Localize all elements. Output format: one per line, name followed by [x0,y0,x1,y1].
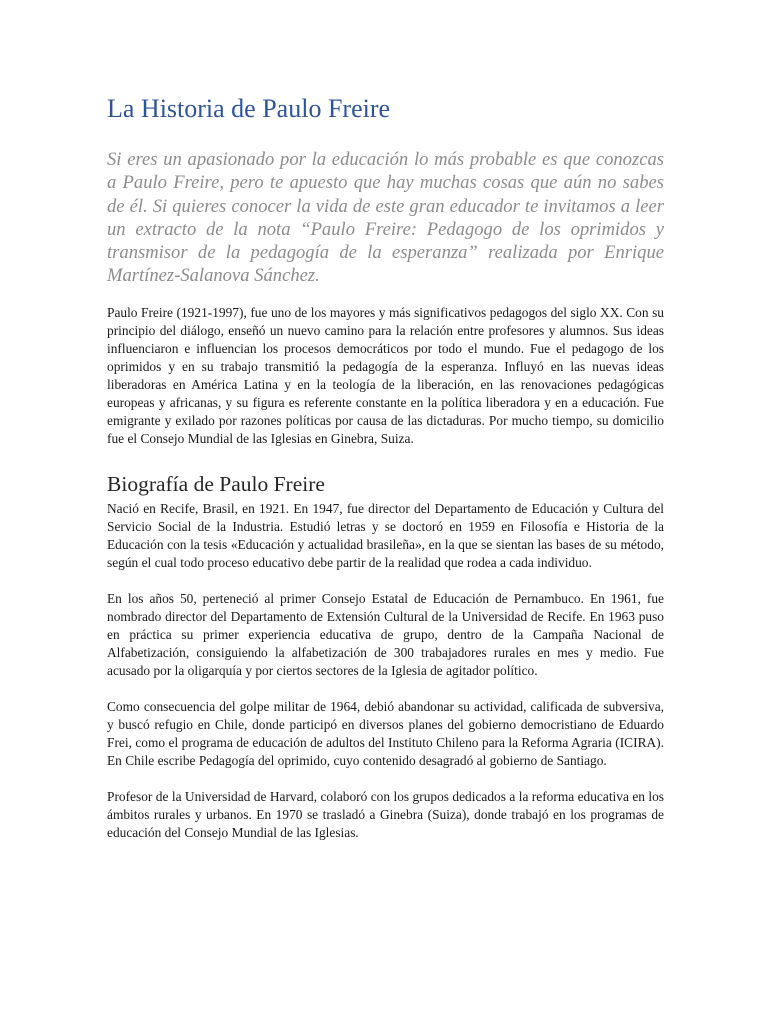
intro-paragraph: Si eres un apasionado por la educación lo más probable es que conozcas a Paulo Freire, pero te apuesto que hay muchas cosas que aún no sabes de él. Si quieres conocer la vida de este gran educador te invitamos a leer un extracto de la nota “Paulo Freire: Pedagogo de los oprimidos y transmisor de la pedagogía de la esperanza” realizada por Enrique Martínez-Salanova Sánchez. [107,149,664,287]
bio-paragraph-2: En los años 50, perteneció al primer Consejo Estatal de Educación de Pernambuco. En 1961, fue nombrado director del Departamento de Extensión Cultural de la Universidad de Recife. En 1963 puso en práctica su primer experiencia educativa de grupo, dentro de la Campaña Nacional de Alfabetización, consiguiendo la alfabetización de 300 trabajadores rurales en mes y medio. Fue acusado por la oligarquía y por ciertos sectores de la Iglesia de agitador político. [107,590,664,678]
bio-paragraph-4: Profesor de la Universidad de Harvard, colaboró con los grupos dedicados a la reforma educativa en los ámbitos rurales y urbanos. En 1970 se trasladó a Ginebra (Suiza), donde trabajó en los programas de educación del Consejo Mundial de las Iglesias. [107,788,664,840]
document-title: La Historia de Paulo Freire [107,94,391,123]
biography-heading: Biografía de Paulo Freire [107,471,325,496]
biography-section [107,470,664,842]
summary-paragraph: Paulo Freire (1921-1997), fue uno de los mayores y más significativos pedagogos del siglo XX. Con su principio del diálogo, enseñó un nuevo camino para la relación entre profesores y alumnos. Sus ideas influenciaron e influencian los procesos democráticos por todo el mundo. Fue el pedagogo de los oprimidos y en su trabajo transmitió la pedagogía de la esperanza. Influyó en las nuevas ideas liberadoras en América Latina y en la teología de la liberación, en las renovaciones pedagógicas europeas y africanas, y su figura es referente constante en la política liberadora y en a educación. Fue emigrante y exilado por razones políticas por causa de las dictaduras. Por mucho tiempo, su domicilio fue el Consejo Mundial de las Iglesias en Ginebra, Suiza. [107,304,664,446]
bio-paragraph-1: Nació en Recife, Brasil, en 1921. En 1947, fue director del Departamento de Educación y Cultura del Servicio Social de la Industria. Estudió letras y se doctoró en 1959 en Filosofía e Historia de la Educación con la tesis «Educación y actualidad brasileña», en la que se sientan las bases de su método, según el cual todo proceso educativo debe partir de la realidad que rodea a cada individuo. [107,500,664,570]
bio-paragraph-3: Como consecuencia del golpe militar de 1964, debió abandonar su actividad, calificada de subversiva, y buscó refugio en Chile, donde participó en diversos planes del gobierno democristiano de Eduardo Frei, como el programa de educación de adultos del Instituto Chileno para la Reforma Agraria (ICIRA). En Chile escribe Pedagogía del oprimido, cuyo contenido desagradó al gobierno de Santiago. [107,698,664,768]
